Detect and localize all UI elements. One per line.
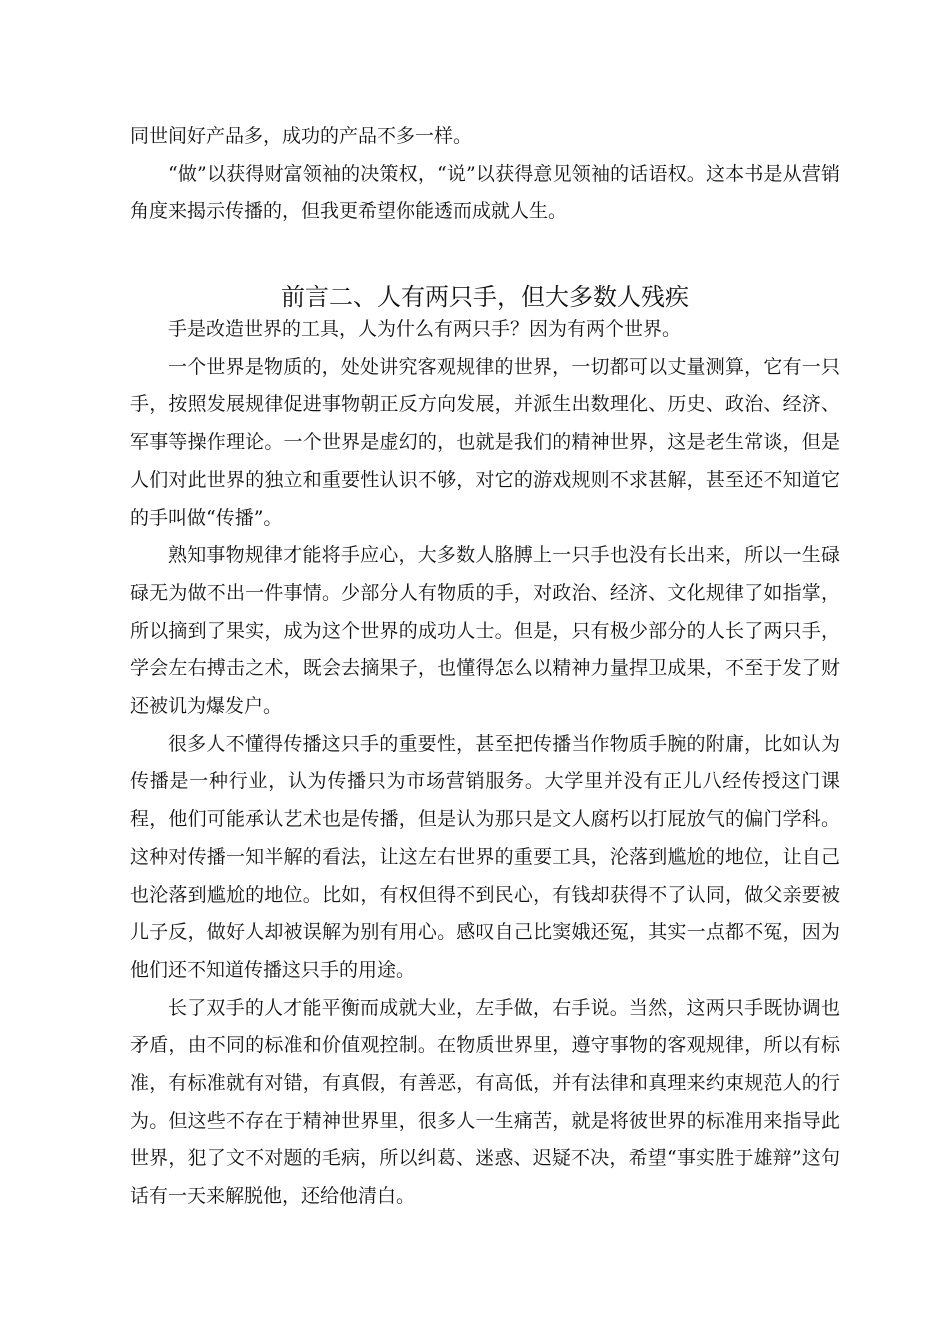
section-body bbox=[130, 311, 840, 1216]
body-paragraph-1: 手是改造世界的工具，人为什么有两只手？因为有两个世界。 bbox=[168, 318, 682, 340]
body-paragraph-4: 很多人不懂得传播这只手的重要性，甚至把传播当作物质手腕的附庸，比如认为传播是一种行业，认为传播只为市场营销服务。大学里并没有正儿八经传授这门课程，他们可能承认艺术也是传播，但是认为那只是文人腐朽以打屁放气的偏门学科。这种对传播一知半解的看法，让这左右世界的重要工具，沦落到尴尬的地位，让自己也沦落到尴尬的地位。比如，有权但得不到民心，有钱却获得不了认同，做父亲要被儿子反，做好人却被误解为别有用心。感叹自己比窦娥还冤，其实一点都不冤，因为他们还不知道传播这只手的用途。 bbox=[130, 732, 840, 981]
body-paragraph-5: 长了双手的人才能平衡而成就大业，左手做，右手说。当然，这两只手既协调也矛盾，由不同的标准和价值观控制。在物质世界里，遵守事物的客观规律，所以有标准，有标准就有对错，有真假，有善恶，有高低，并有法律和真理来约束规范人的行为。但这些不存在于精神世界里，很多人一生痛苦，就是将彼世界的标准用来指导此世界，犯了文不对题的毛病，所以纠葛、迷惑、迟疑不决，希望“事实胜于雄辩”这句话有一天来解脱他，还给他清白。 bbox=[130, 996, 840, 1208]
intro-paragraph-1: 同世间好产品多，成功的产品不多一样。 bbox=[130, 125, 473, 147]
body-paragraph-3: 熟知事物规律才能将手应心，大多数人胳膊上一只手也没有长出来，所以一生碌碌无为做不出一件事情。少部分人有物质的手，对政治、经济、文化规律了如指掌，所以摘到了果实，成为这个世界的成功人士。但是，只有极少部分的人长了两只手，学会左右搏击之术，既会去摘果子，也懂得怎么以精神力量捍卫成果，不至于发了财还被讥为爆发户。 bbox=[130, 544, 840, 718]
section-title: 前言二、人有两只手，但大多数人残疾 bbox=[281, 283, 689, 311]
intro-text bbox=[130, 118, 840, 231]
intro-paragraph-2: “做”以获得财富领袖的决策权，“说”以获得意见领袖的话语权。这本书是从营销角度来揭示传播的，但我更希望你能透而成就人生。 bbox=[130, 162, 840, 223]
body-paragraph-2: 一个世界是物质的，处处讲究客观规律的世界，一切都可以丈量测算，它有一只手，按照发展规律促进事物朝正反方向发展，并派生出数理化、历史、政治、经济、军事等操作理论。一个世界是虚幻的，也就是我们的精神世界，这是老生常谈，但是人们对此世界的独立和重要性认识不够，对它的游戏规则不求甚解，甚至还不知道它的手叫做“传播”。 bbox=[130, 355, 840, 529]
